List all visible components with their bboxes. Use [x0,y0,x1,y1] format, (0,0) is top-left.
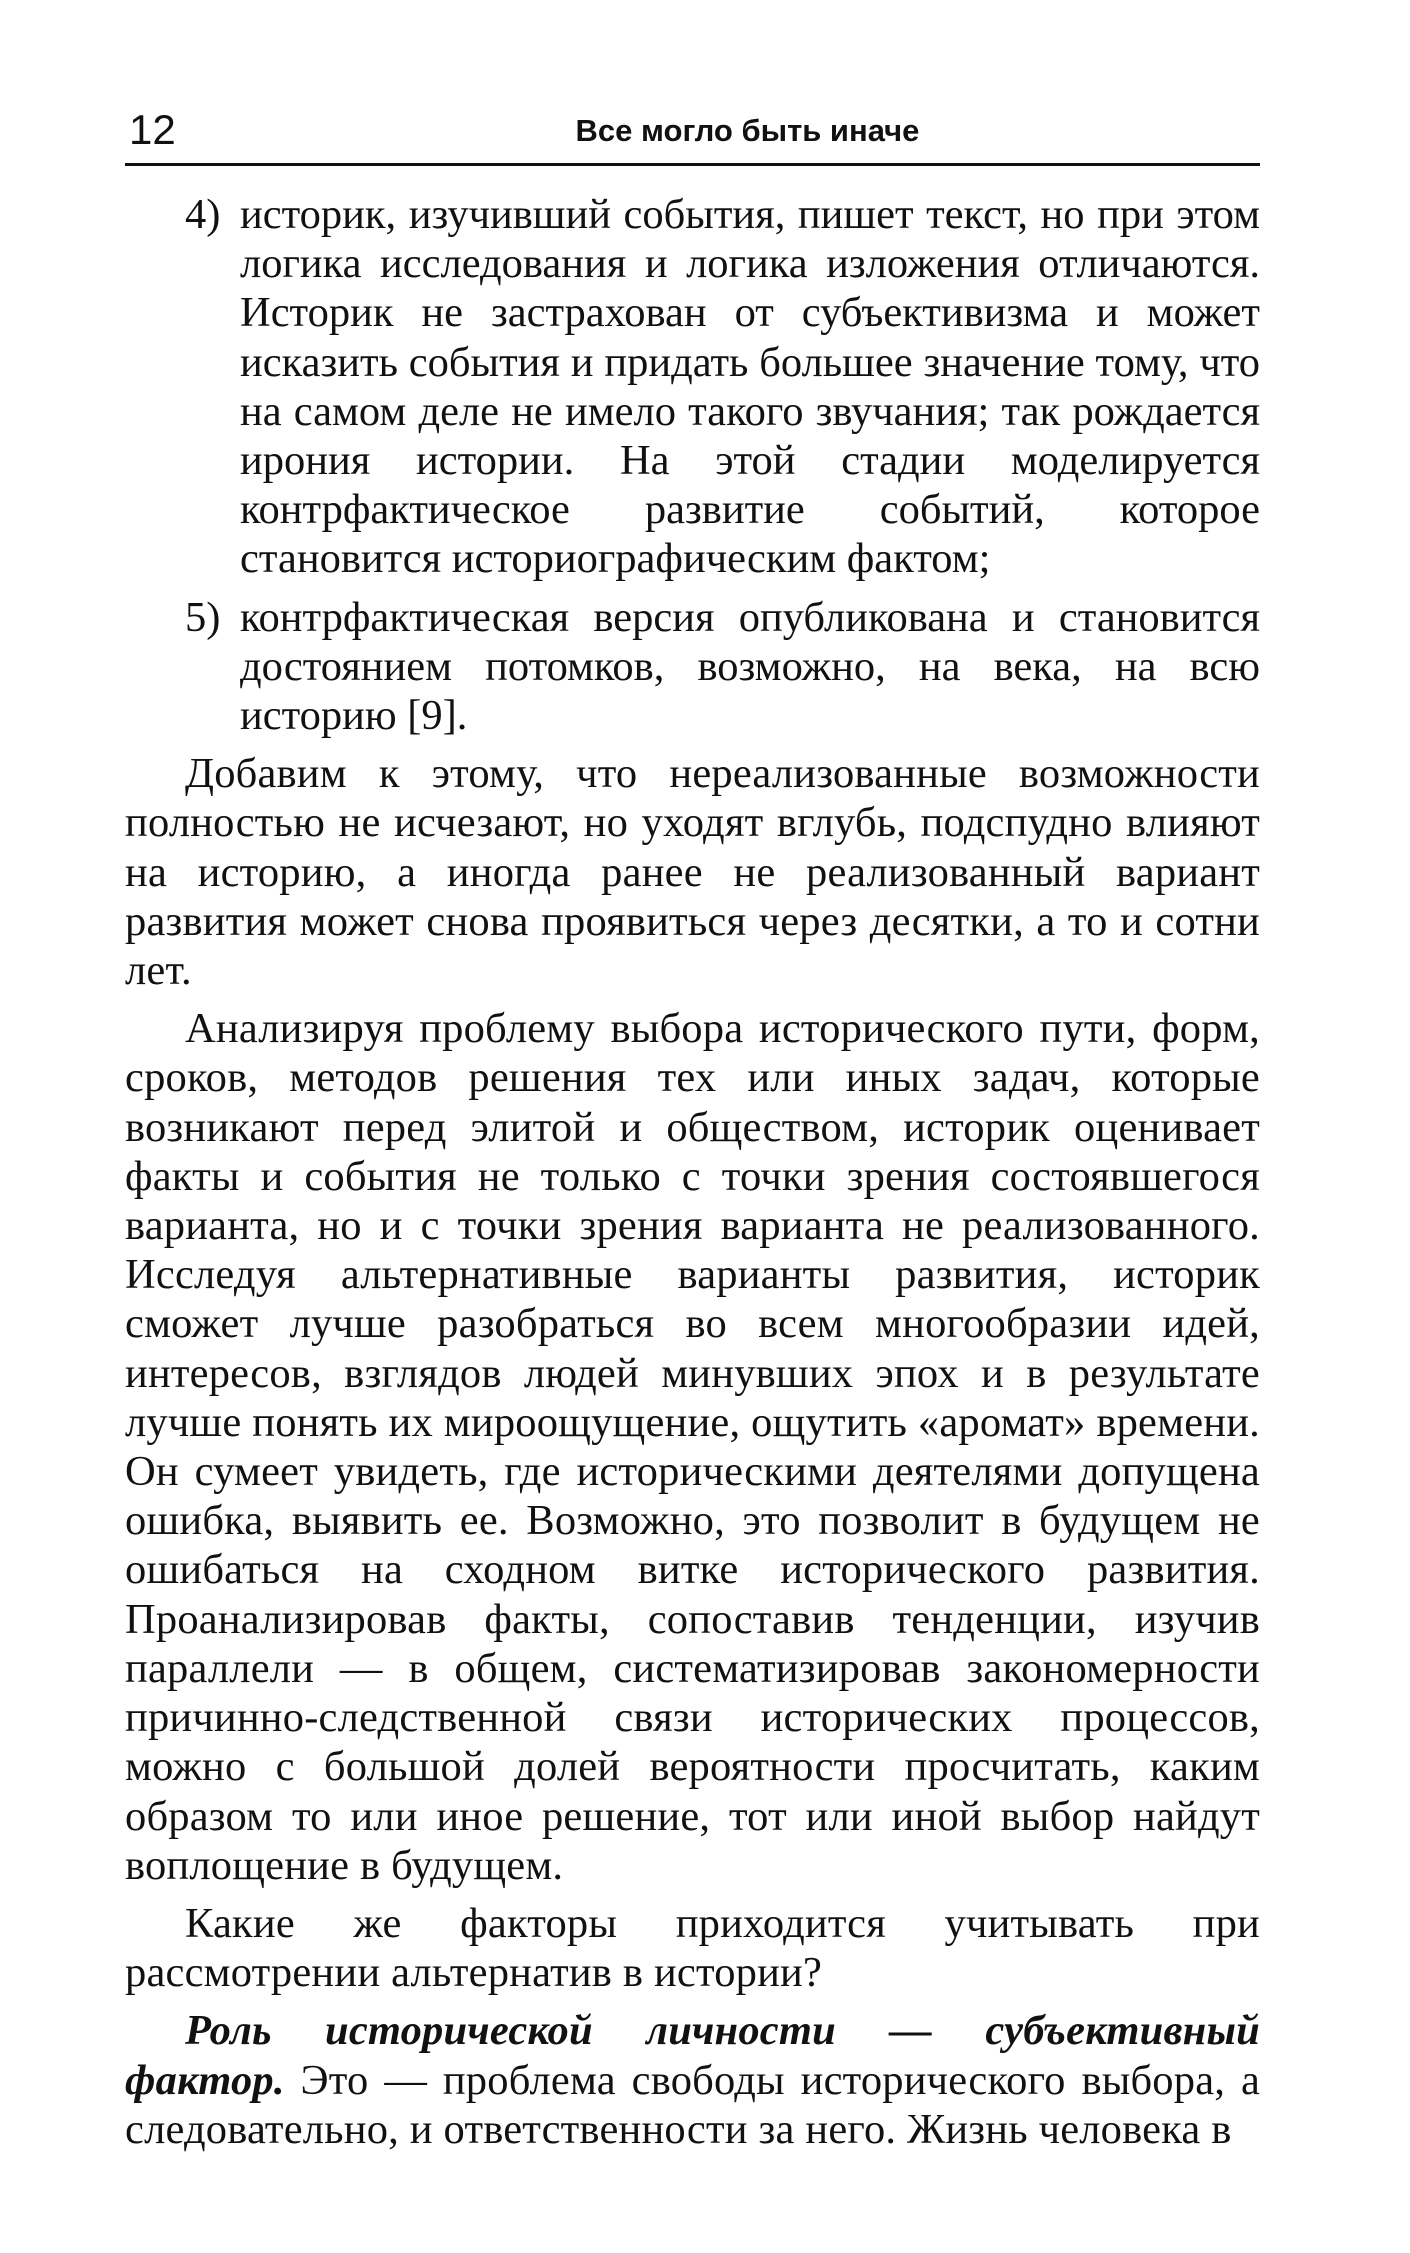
list-marker: 5) [185,593,221,641]
header-rule [125,163,1260,166]
list-item [125,593,1260,741]
page-header [125,105,1260,165]
page-number: 12 [129,106,176,153]
paragraph: Добавим к этому, что нереализованные возможности полностью не исчезают, но уходят вглубь, подспудно влияют на историю, а иногда ранее не реализованный вариант развития может снова проявиться через десятки, а то и сотни лет. [125,750,1260,995]
list-item [125,190,1260,584]
list-item-text: историк, изучивший события, пишет текст, но при этом логика исследования и логика изложения отличаются. Историк не застрахован от субъективизма и может исказить события и придать большее значение тому, что на самом деле не имело такого звучания; так рождается ирония истории. На этой стадии моделируется контрфактическое развитие событий, которое становится историографическим фактом; [240,191,1260,583]
section-paragraph [125,2006,1260,2154]
list-item-text: контрфактическая версия опубликована и становится достоянием потомков, возможно, на века, на всю историю [9]. [240,593,1260,740]
section-text: Это — проблема свободы исторического выбора, а следовательно, и ответственности за него. Жизнь человека в [125,2056,1261,2153]
list-marker: 4) [185,191,221,238]
paragraph: Анализируя проблему выбора исторического пути, форм, сроков, методов решения тех или иных задач, которые возникают перед элитой и обществом, историк оценивает факты и события не только с точки зрения состоявшегося варианта, но и с точки зрения варианта не реализованного. Исследуя альтернативные варианты развития, историк сможет лучше разобраться во всем многообразии идей, интересов, взглядов людей минувших эпох и в результате лучше понять их мироощущение, ощутить «аромат» времени. Он сумеет увидеть, где историческими деятелями допущена ошибка, выявить ее. Возможно, это позволит в будущем не ошибаться на сходном витке исторического развития. Проанализировав факты, сопоставив тенденции, изучив параллели — в общем, систематизировав закономерности причинно-следственной связи исторических процессов, можно с большой долей вероятности просчитать, каким образом то или иное решение, тот или иной выбор найдут воплощение в будущем. [125,1005,1260,1889]
body-text [125,190,1260,2154]
paragraph: Какие же факторы приходится учитывать при рассмотрении альтернатив в истории? [125,1899,1260,1997]
section-heading: Роль исторической личности — субъективный фактор. [125,2007,1260,2104]
running-title: Все могло быть иначе [575,113,920,148]
